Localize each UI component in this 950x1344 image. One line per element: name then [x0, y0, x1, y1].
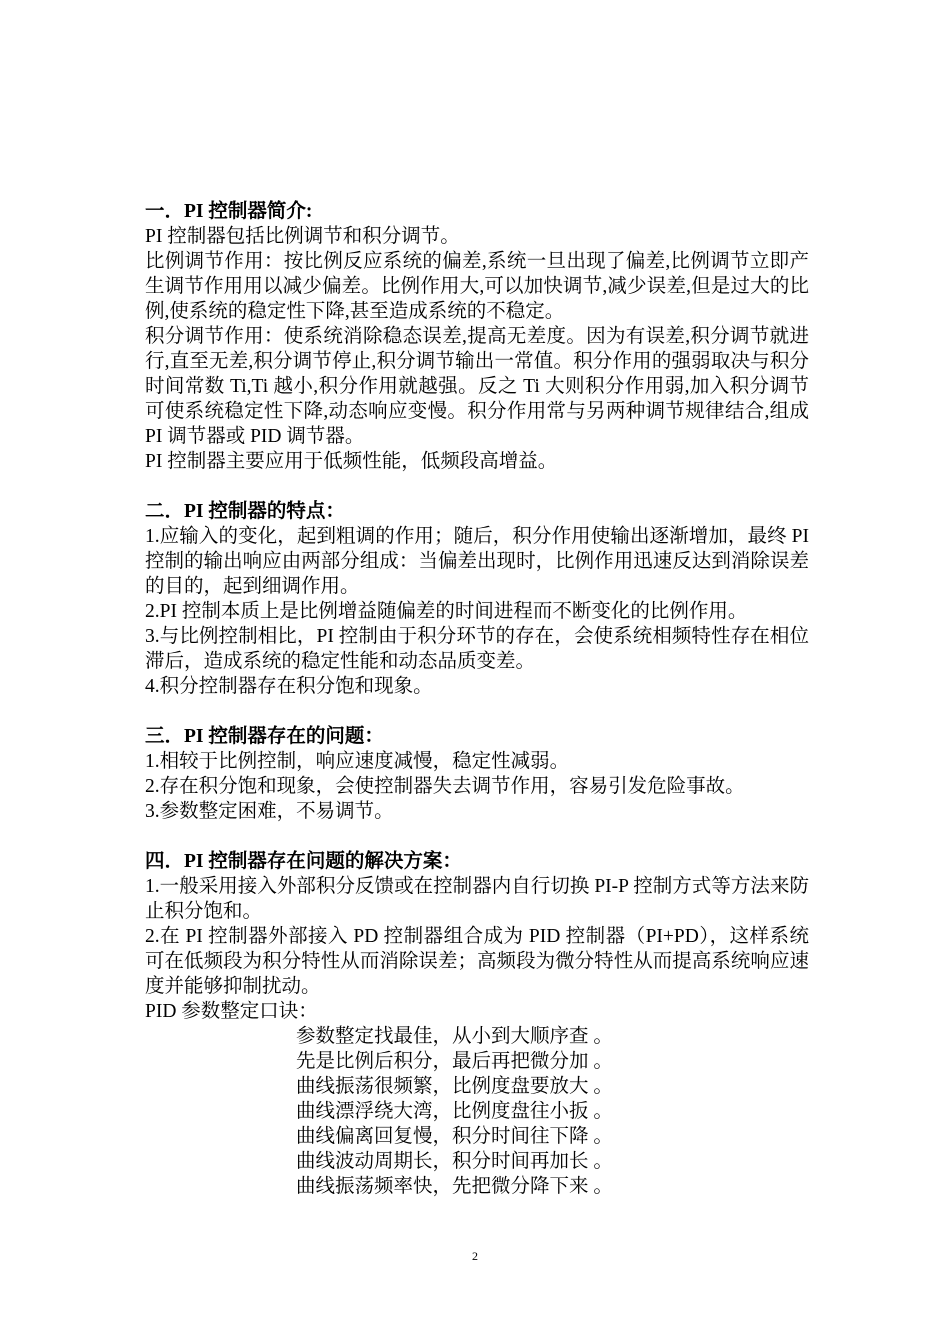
section-heading: 三．PI 控制器存在的问题：: [145, 726, 384, 747]
section-heading: 四．PI 控制器存在问题的解决方案：: [145, 851, 462, 872]
rhyme-line: 曲线振荡频率快，先把微分降下来 。: [296, 1176, 613, 1197]
paragraph: 比例调节作用：按比例反应系统的偏差,系统一旦出现了偏差,比例调节立即产生调节作用用以减少偏差。比例作用大,可以加快调节,减少误差,但是过大的比例,使系统的稳定性下降,甚至造成系统的不稳定。: [145, 251, 809, 322]
paragraph: PI 控制器主要应用于低频性能，低频段高增益。: [145, 451, 558, 472]
section-heading: 一．PI 控制器简介:: [145, 201, 313, 222]
tuning-rhyme: [145, 1024, 809, 1199]
paragraph: 1.一般采用接入外部积分反馈或在控制器内自行切换 PI-P 控制方式等方法来防止积分饱和。: [145, 876, 809, 922]
paragraph: 1.应输入的变化，起到粗调的作用；随后，积分作用使输出逐渐增加，最终 PI 控制的输出响应由两部分组成：当偏差出现时，比例作用迅速反达到消除误差的目的，起到细调作用。: [145, 526, 809, 597]
rhyme-line: 参数整定找最佳，从小到大顺序查 。: [296, 1026, 613, 1047]
section-intro: [145, 199, 809, 474]
section-features: [145, 499, 809, 699]
section-spacer: [145, 474, 809, 499]
section-problems: [145, 724, 809, 824]
rhyme-line: 曲线振荡很频繁，比例度盘要放大 。: [296, 1076, 613, 1097]
paragraph: PID 参数整定口诀：: [145, 1001, 318, 1022]
paragraph: 3.参数整定困难，不易调节。: [145, 801, 394, 822]
paragraph: 2.在 PI 控制器外部接入 PD 控制器组合成为 PID 控制器（PI+PD），这样系统可在低频段为积分特性从而消除误差；高频段为微分特性从而提高系统响应速度并能够抑制扰动。: [145, 926, 809, 997]
rhyme-line: 曲线漂浮绕大湾，比例度盘往小扳 。: [296, 1101, 613, 1122]
paragraph: 4.积分控制器存在积分饱和现象。: [145, 676, 433, 697]
section-solutions: [145, 849, 809, 1024]
paragraph: 1.相较于比例控制，响应速度减慢，稳定性减弱。: [145, 751, 570, 772]
rhyme-line: 先是比例后积分，最后再把微分加 。: [296, 1051, 613, 1072]
page-number: 2: [472, 1249, 478, 1263]
section-spacer: [145, 824, 809, 849]
rhyme-line: 曲线波动周期长，积分时间再加长 。: [296, 1151, 613, 1172]
paragraph: 3.与比例控制相比，PI 控制由于积分环节的存在，会使系统相频特性存在相位滞后，造成系统的稳定性能和动态品质变差。: [145, 626, 809, 672]
paragraph: 2.存在积分饱和现象，会使控制器失去调节作用，容易引发危险事故。: [145, 776, 745, 797]
section-spacer: [145, 699, 809, 724]
rhyme-line: 曲线偏离回复慢，积分时间往下降 。: [296, 1126, 613, 1147]
paragraph: PI 控制器包括比例调节和积分调节。: [145, 226, 460, 247]
section-heading: 二．PI 控制器的特点：: [145, 501, 345, 522]
paragraph: 2.PI 控制本质上是比例增益随偏差的时间进程而不断变化的比例作用。: [145, 601, 748, 622]
paragraph: 积分调节作用：使系统消除稳态误差,提高无差度。因为有误差,积分调节就进行,直至无差,积分调节停止,积分调节输出一常值。积分作用的强弱取决与积分时间常数 Ti,Ti 越小,积分作用就越强。反之 Ti 大则积分作用弱,加入积分调节可使系统稳定性下降,动态响应变慢。积分作用常与另两种调节规律结合,组成 PI 调节器或 PID 调节器。: [145, 326, 809, 447]
document-body: [145, 199, 809, 1199]
